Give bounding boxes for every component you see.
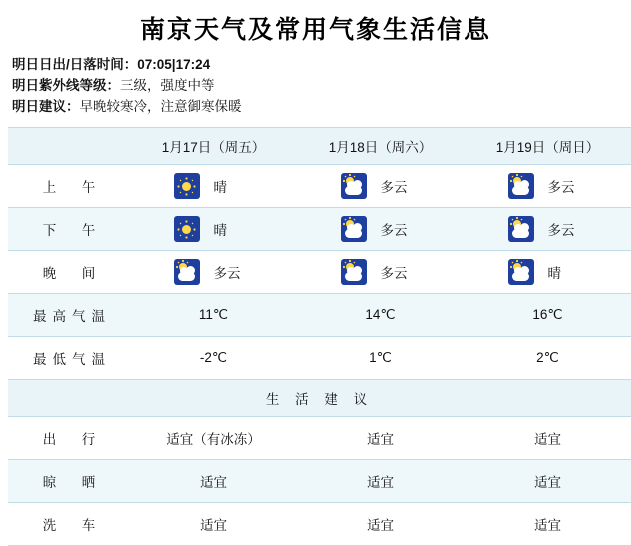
row-label-temp-low: 最低气温 xyxy=(8,337,130,380)
travel-day-2: 适宜 xyxy=(297,417,464,460)
afternoon-day-2 xyxy=(297,208,464,251)
afternoon-day-1 xyxy=(130,208,297,251)
carwash-day-2: 适宜 xyxy=(297,503,464,546)
condition-text: 晴 xyxy=(547,266,561,281)
cloudy-icon xyxy=(508,259,534,285)
uv-level-label: 明日紫外线等级： xyxy=(12,78,120,93)
row-label-afternoon: 下 午 xyxy=(8,208,130,251)
sunny-icon xyxy=(174,173,200,199)
condition-text: 多云 xyxy=(380,266,408,281)
evening-day-3 xyxy=(464,251,631,294)
table-row-morning xyxy=(8,165,631,208)
morning-day-1 xyxy=(130,165,297,208)
condition-text: 多云 xyxy=(547,180,575,195)
sunrise-sunset-value: 07:05|17:24 xyxy=(137,57,211,72)
info-summary xyxy=(8,52,623,117)
row-label-drying: 晾 晒 xyxy=(8,460,130,503)
drying-day-3: 适宜 xyxy=(464,460,631,503)
travel-day-3: 适宜 xyxy=(464,417,631,460)
page-title: 南京天气及常用气象生活信息 xyxy=(139,15,491,44)
condition-text: 多云 xyxy=(380,180,408,195)
header-day-1: 1月17日（周五） xyxy=(130,128,297,165)
row-label-carwash: 洗 车 xyxy=(8,503,130,546)
condition-text: 多云 xyxy=(547,223,575,238)
row-label-travel: 出 行 xyxy=(8,417,130,460)
table-row-afternoon xyxy=(8,208,631,251)
temp-high-day-2: 14℃ xyxy=(297,294,464,337)
evening-day-2 xyxy=(297,251,464,294)
cloudy-icon xyxy=(341,173,367,199)
temp-high-day-1: 11℃ xyxy=(130,294,297,337)
table-row-travel xyxy=(8,417,631,460)
condition-text: 晴 xyxy=(213,223,227,238)
cloudy-icon xyxy=(508,173,534,199)
drying-day-2: 适宜 xyxy=(297,460,464,503)
travel-day-1: 适宜（有冰冻） xyxy=(130,417,297,460)
tomorrow-advice-line xyxy=(12,96,619,117)
header-day-3: 1月19日（周日） xyxy=(464,128,631,165)
tomorrow-advice-value: 早晚较寒冷，注意御寒保暖 xyxy=(79,99,242,114)
section-header-life-advice xyxy=(8,380,631,417)
section-title: 生 活 建 议 xyxy=(8,380,631,417)
drying-day-1: 适宜 xyxy=(130,460,297,503)
morning-day-3 xyxy=(464,165,631,208)
morning-day-2 xyxy=(297,165,464,208)
cloudy-icon xyxy=(508,216,534,242)
uv-level-line xyxy=(12,75,619,96)
sunny-icon xyxy=(174,216,200,242)
cloudy-icon xyxy=(341,259,367,285)
header-corner-cell xyxy=(8,128,130,165)
carwash-day-3: 适宜 xyxy=(464,503,631,546)
temp-low-day-2: 1℃ xyxy=(297,337,464,380)
row-label-morning: 上 午 xyxy=(8,165,130,208)
row-label-temp-high: 最高气温 xyxy=(8,294,130,337)
evening-day-1 xyxy=(130,251,297,294)
temp-low-day-3: 2℃ xyxy=(464,337,631,380)
tomorrow-advice-label: 明日建议： xyxy=(12,99,80,114)
temp-high-day-3: 16℃ xyxy=(464,294,631,337)
temp-low-day-1: -2℃ xyxy=(130,337,297,380)
table-row-temp-low xyxy=(8,337,631,380)
header-day-2: 1月18日（周六） xyxy=(297,128,464,165)
condition-text: 晴 xyxy=(213,180,227,195)
cloudy-icon xyxy=(174,259,200,285)
row-label-evening: 晚 间 xyxy=(8,251,130,294)
cloudy-icon xyxy=(341,216,367,242)
table-row-carwash xyxy=(8,503,631,546)
condition-text: 多云 xyxy=(380,223,408,238)
uv-level-value: 三级，强度中等 xyxy=(120,78,215,93)
sunrise-sunset-label: 明日日出/日落时间： xyxy=(12,57,138,72)
condition-text: 多云 xyxy=(213,266,241,281)
table-header-row xyxy=(8,128,631,165)
table-row-drying xyxy=(8,460,631,503)
carwash-day-1: 适宜 xyxy=(130,503,297,546)
sunrise-sunset-line xyxy=(12,54,619,75)
weather-table xyxy=(8,127,631,546)
afternoon-day-3 xyxy=(464,208,631,251)
table-row-temp-high xyxy=(8,294,631,337)
table-row-evening xyxy=(8,251,631,294)
